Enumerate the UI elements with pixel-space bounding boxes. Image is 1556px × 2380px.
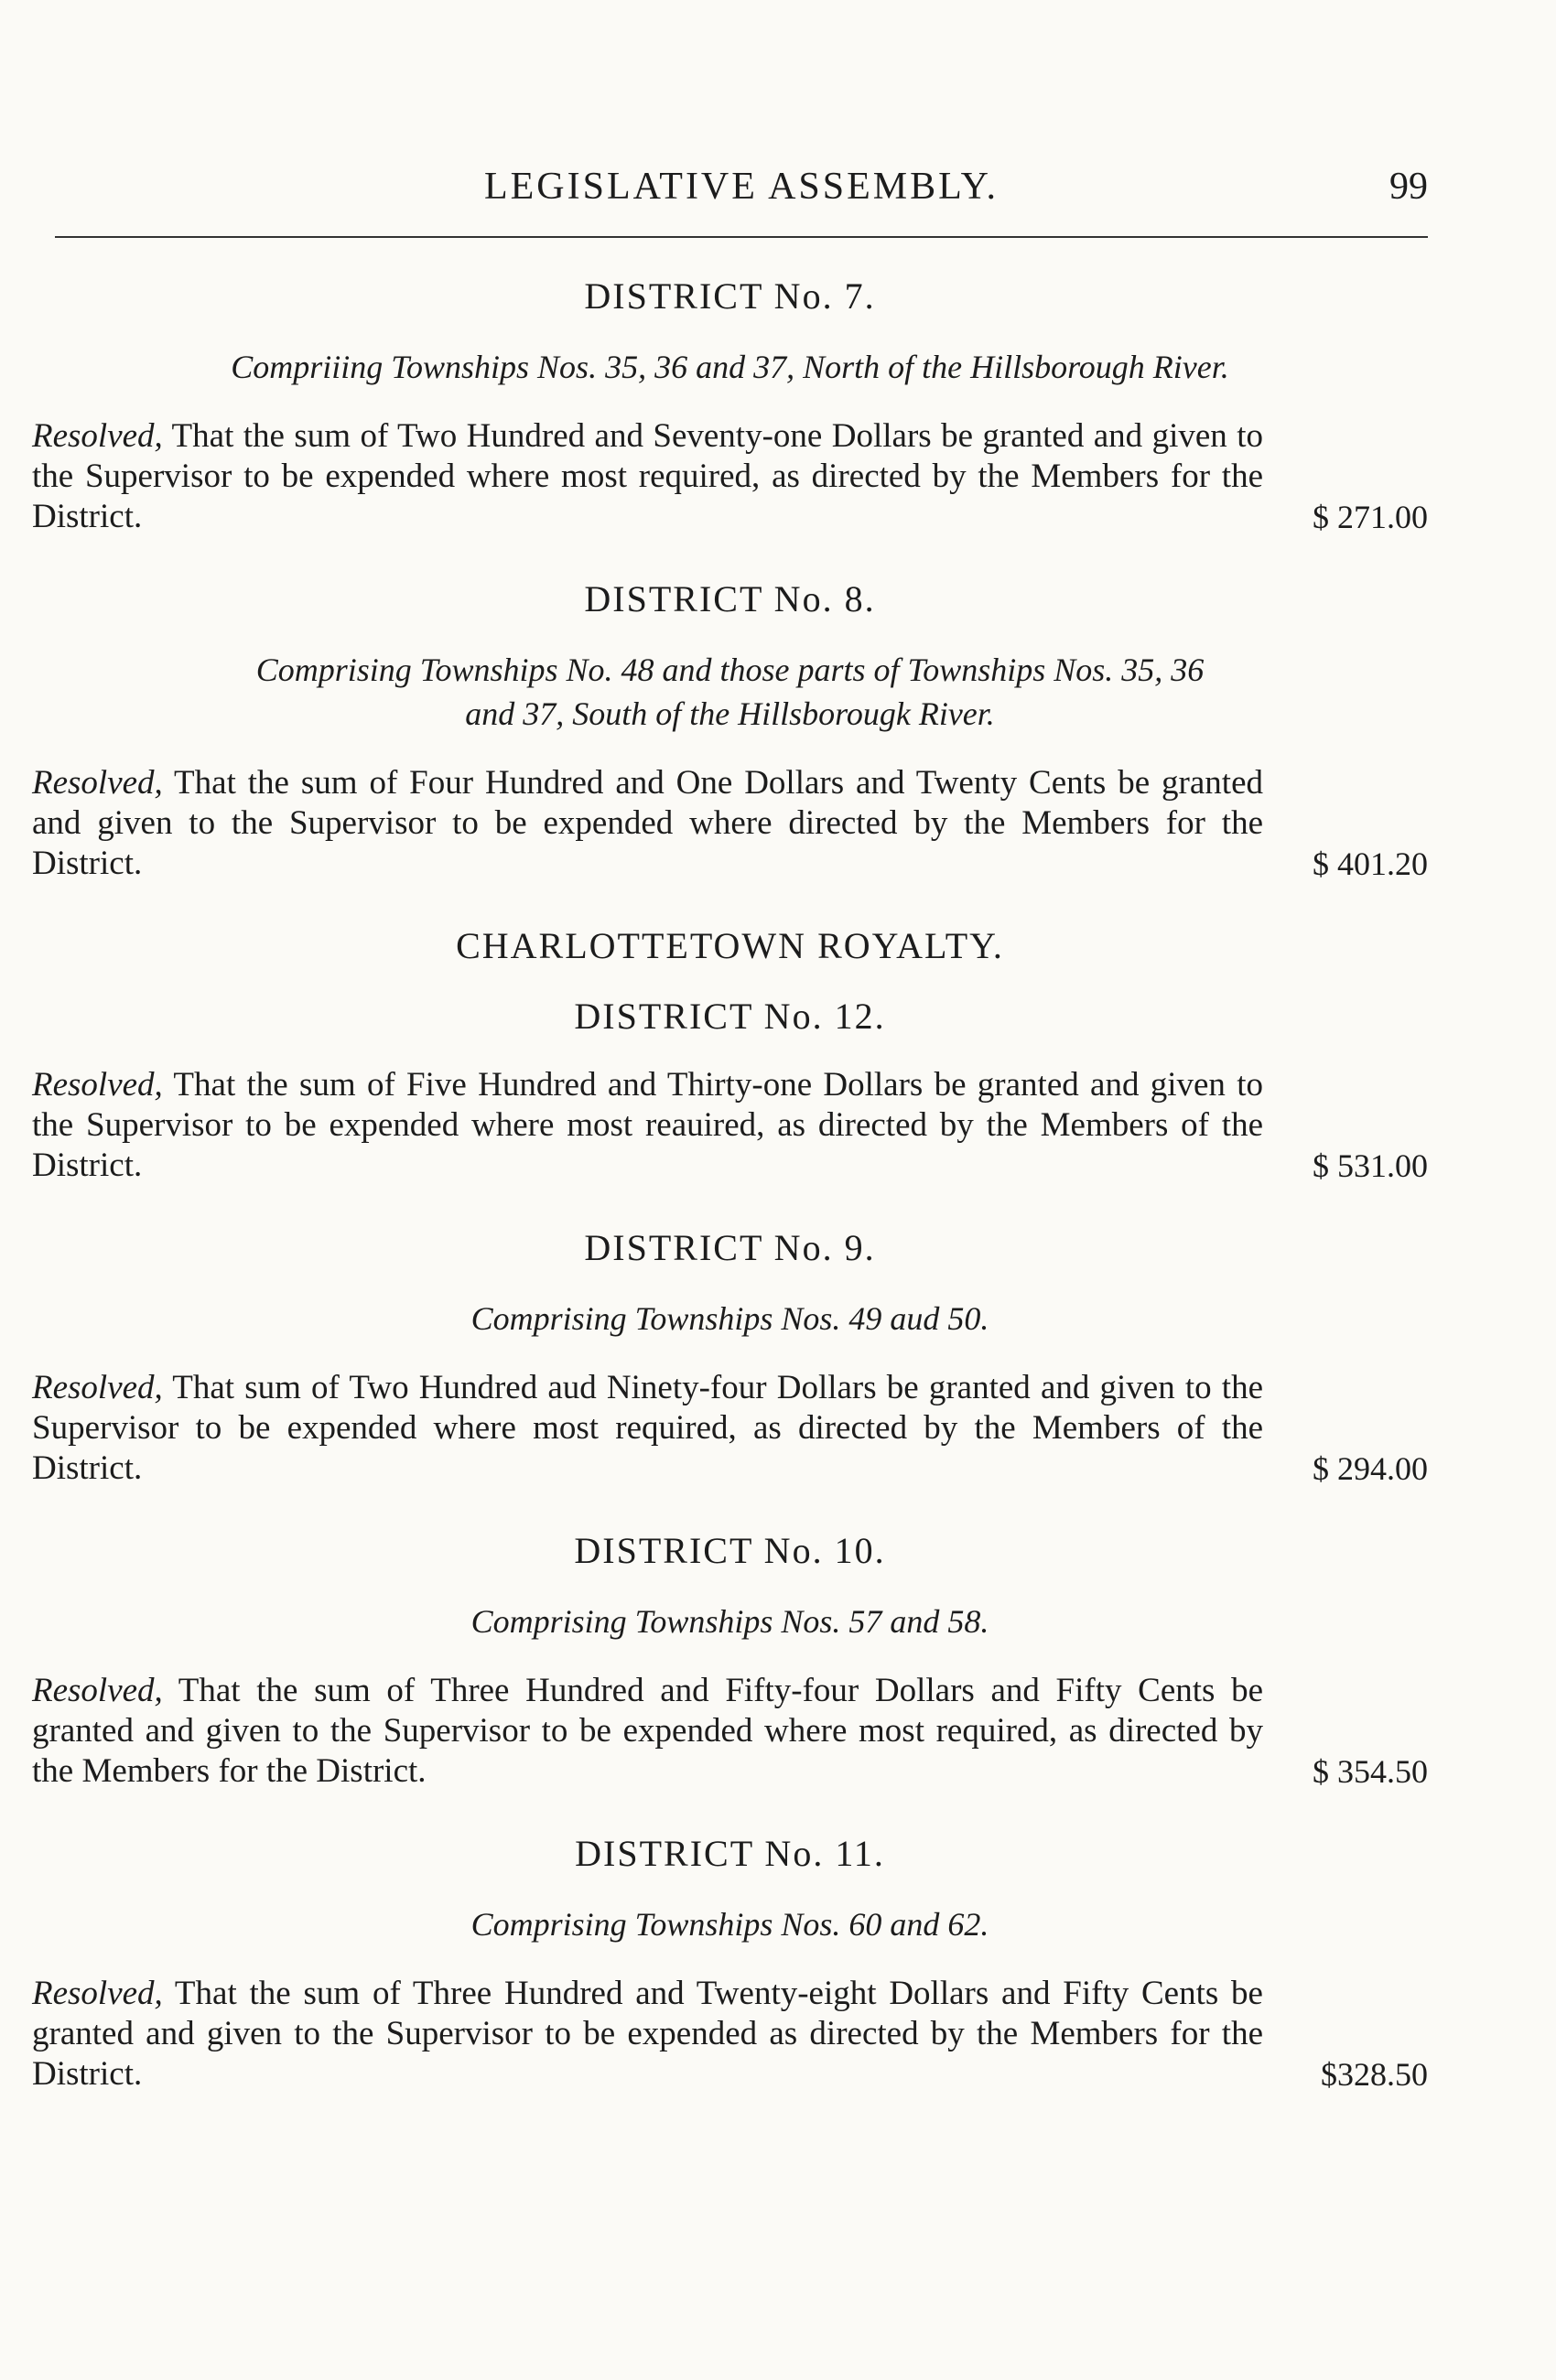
resolution-body: That the sum of Four Hundred and One Dollars and Twenty Cents be granted and given to the Supervisor to be expended where directed by the Members for the District. xyxy=(32,764,1263,882)
resolution-body: That the sum of Two Hundred and Seventy-one Dollars be granted and given to the Supervisor to be expended where most required, as directed by the Members for the District. xyxy=(32,417,1263,535)
amount: $ 271.00 xyxy=(1313,499,1428,535)
section-heading: DISTRICT No. 7. xyxy=(584,275,876,317)
section-subheading: and 37, South of the Hillsborougk River. xyxy=(465,695,995,732)
section-subheading: Comprising Townships Nos. 60 and 62. xyxy=(470,1906,989,1943)
resolution xyxy=(32,1671,1428,1792)
section-subheading: DISTRICT No. 12. xyxy=(574,996,886,1037)
resolution-body: That the sum of Five Hundred and Thirty-one Dollars be granted and given to the Supervisor to be expended where most reauired, as directed by the Members of the District. xyxy=(32,1066,1263,1184)
section-heading: DISTRICT No. 10. xyxy=(574,1530,886,1571)
amount: $ 531.00 xyxy=(1313,1147,1428,1184)
section-heading: CHARLOTTETOWN ROYALTY. xyxy=(456,925,1004,966)
resolved-label: Resolved, xyxy=(32,764,163,802)
section-heading: DISTRICT No. 9. xyxy=(584,1227,876,1268)
resolution-body: That sum of Two Hundred aud Ninety-four Dollars be granted and given to the Supervisor to be expended where most required, as directed by the Members of the District. xyxy=(32,1369,1263,1487)
section-subheading: Comprising Townships No. 48 and those parts of Townships Nos. 35, 36 xyxy=(255,652,1205,688)
section-heading: DISTRICT No. 8. xyxy=(584,578,876,619)
section-heading: DISTRICT No. 11. xyxy=(575,1833,885,1874)
amount: $ 354.50 xyxy=(1313,1753,1428,1790)
page-header xyxy=(55,165,1428,220)
page-number: 99 xyxy=(1389,166,1428,208)
resolution-body: That the sum of Three Hundred and Twenty-eight Dollars and Fifty Cents be granted and given to the Supervisor to be expended as directed by the Members for the District. xyxy=(32,1975,1263,2093)
resolution-text xyxy=(32,1671,1263,1792)
resolution-text xyxy=(32,1368,1263,1489)
resolution xyxy=(32,1974,1428,2095)
resolution xyxy=(32,1065,1428,1186)
page-content xyxy=(32,275,1428,2095)
page-title: LEGISLATIVE ASSEMBLY. xyxy=(483,166,1000,208)
amount: $ 294.00 xyxy=(1313,1450,1428,1487)
resolution xyxy=(32,416,1428,537)
resolved-label: Resolved, xyxy=(32,1672,163,1709)
section-subheading: Comprising Townships Nos. 57 and 58. xyxy=(470,1603,989,1640)
section-subheading: Comprising Townships Nos. 49 aud 50. xyxy=(470,1300,989,1337)
resolution-text xyxy=(32,763,1263,884)
amount: $328.50 xyxy=(1321,2056,1428,2093)
resolution-text xyxy=(32,416,1263,537)
resolved-label: Resolved, xyxy=(32,1066,163,1104)
amount: $ 401.20 xyxy=(1313,845,1428,882)
resolved-label: Resolved, xyxy=(32,1975,163,2012)
header-rule xyxy=(55,236,1428,238)
resolution xyxy=(32,763,1428,884)
resolution xyxy=(32,1368,1428,1489)
resolution-text xyxy=(32,1974,1263,2095)
resolution-body: That the sum of Three Hundred and Fifty-four Dollars and Fifty Cents be granted and given to the Supervisor to be expended where most required, as directed by the Members for the District. xyxy=(32,1672,1263,1790)
section-subheading: Compriiing Townships Nos. 35, 36 and 37, North of the Hillsborough River. xyxy=(231,349,1229,385)
resolved-label: Resolved, xyxy=(32,1369,163,1406)
resolution-text xyxy=(32,1065,1263,1186)
resolved-label: Resolved, xyxy=(32,417,163,455)
